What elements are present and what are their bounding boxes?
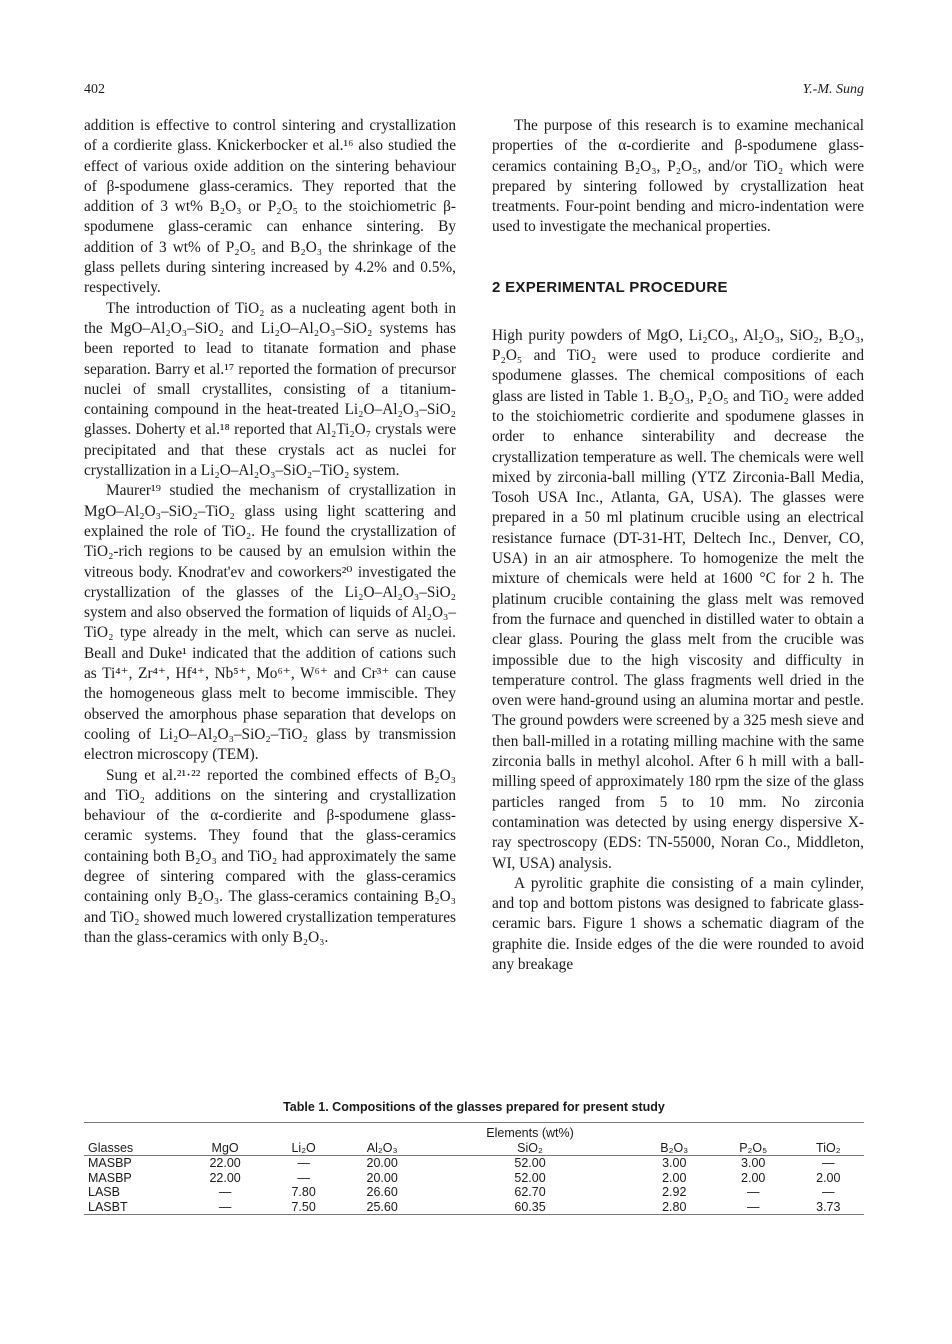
table-header-row [84, 1141, 864, 1156]
table-cell: 52.00 [514, 1170, 546, 1185]
section-heading: 2 EXPERIMENTAL PROCEDURE [492, 278, 728, 296]
table-cell: 2.00 [662, 1170, 687, 1185]
table-1 [84, 1100, 864, 1215]
table-row [84, 1185, 864, 1200]
table-row [84, 1171, 864, 1186]
paragraph: The introduction of TiO₂ as a nucleating agent both in the MgO–Al₂O₃–SiO₂ and Li₂O–Al₂O₃–SiO₂ systems has been reported to lead to titanate formation and phase separation. Barry et al.¹⁷ reported the formation of precursor nuclei of small crystallites, consisting of a titanium-containing compound in the heat-treated Li₂O–Al₂O₃–SiO₂ glasses. Doherty et al.¹⁸ reported that Al₂Ti₂O₇ crystals were precipitated and that these crystals act as nuclei for crystallization in a Li₂O–Al₂O₃–SiO₂–TiO₂ system. [84, 299, 456, 480]
column-header: P₂O₅ [714, 1141, 793, 1156]
table-cell: MASBP [88, 1170, 132, 1185]
table-cell: 2.92 [662, 1185, 687, 1199]
table-cell: 52.00 [514, 1156, 546, 1170]
column-header: TiO₂ [793, 1141, 864, 1156]
table-cell: — [297, 1170, 310, 1185]
table-cell: 3.00 [662, 1156, 687, 1170]
table-cell: — [714, 1200, 793, 1215]
table-row [84, 1156, 864, 1171]
table-cell: 20.00 [366, 1156, 398, 1170]
column-header: Glasses [84, 1141, 182, 1156]
running-head-author: Y.-M. Sung [802, 82, 864, 97]
table-cell: 25.60 [339, 1200, 425, 1215]
table-cell: 2.80 [635, 1200, 714, 1215]
table-cell: 2.00 [816, 1170, 841, 1185]
table-cell: — [822, 1156, 835, 1170]
page-number: 402 [84, 82, 105, 97]
paragraph: addition is effective to control sintering and crystallization of a cordierite glass. Knickerbocker et al.¹⁶ also studied the effect of various oxide addition on the sintering behaviour of β-spodumene glass-ceramics. They reported that the addition of 3 wt% B₂O₃ or P₂O₅ to the stoichiometric β-spodumene glass-ceramic can enhance sintering. By addition of 3 wt% of P₂O₅ and B₂O₃ the shrinkage of the glass pellets during sintering increased by 4.2% and 0.5%, respectively. [84, 117, 456, 297]
column-header: SiO₂ [425, 1141, 635, 1156]
table-cell: — [182, 1200, 268, 1215]
left-column [84, 116, 456, 948]
table-cell: 3.73 [793, 1200, 864, 1215]
table-cell: — [746, 1185, 760, 1199]
table-cell: LASBT [84, 1200, 182, 1215]
table-cell: 62.70 [514, 1185, 546, 1199]
table-cell: 20.00 [366, 1170, 398, 1185]
paragraph: Sung et al.²¹·²² reported the combined effects of B₂O₃ and TiO₂ additions on the sintering and crystallization behaviour of the α-cordierite and β-spodumene glass-ceramic systems. They found that the glass-ceramics containing both B₂O₃ and TiO₂ had approximately the same degree of sintering compared with the glass-ceramics containing only B₂O₃. The glass-ceramics containing B₂O₃ and TiO₂ showed much lowered crystallization temperatures than the glass-ceramics with only B₂O₃. [84, 766, 456, 946]
table-cell: 22.00 [209, 1170, 241, 1185]
elements-group-header: Elements (wt%) [425, 1123, 635, 1141]
column-header: Li₂O [268, 1141, 339, 1156]
table-cell: MASBP [88, 1156, 132, 1170]
table-cell: 7.50 [268, 1200, 339, 1215]
table-cell: — [822, 1185, 835, 1199]
table-cell: LASB [88, 1185, 120, 1199]
table-cell: 3.00 [741, 1156, 766, 1170]
table-cell: 2.00 [741, 1170, 766, 1185]
compositions-table [84, 1122, 864, 1215]
table-cell: 26.60 [366, 1185, 398, 1199]
right-column [492, 116, 864, 975]
table-caption: Table 1. Compositions of the glasses prepared for present study [283, 1100, 665, 1114]
table-cell: 60.35 [425, 1200, 635, 1215]
table-group-header-row [84, 1123, 864, 1141]
table-cell: — [297, 1156, 310, 1170]
table-cell: 7.80 [291, 1185, 316, 1199]
paragraph: A pyrolitic graphite die consisting of a main cylinder, and top and bottom pistons was designed to fabricate glass-ceramic bars. Figure 1 shows a schematic diagram of the graphite die. Inside edges of the die were rounded to avoid any breakage [492, 874, 864, 973]
column-header: B₂O₃ [635, 1141, 714, 1156]
paragraph: Maurer¹⁹ studied the mechanism of crystallization in MgO–Al₂O₃–SiO₂–TiO₂ glass using light scattering and explained the role of TiO₂. He found the crystallization of TiO₂-rich regions to be caused by an emulsion within the vitreous body. Knodrat'ev and coworkers²⁰ investigated the crystallization of the glasses of the Li₂O–Al₂O₃–SiO₂ system and also observed the formation of liquids of Al₂O₃–TiO₂ type already in the melt, which can serve as nuclei. Beall and Duke¹ indicated that the addition of cations such as Ti⁴⁺, Zr⁴⁺, Hf⁴⁺, Nb⁵⁺, Mo⁶⁺, W⁶⁺ and Cr³⁺ can cause the homogeneous glass melt to become immiscible. They observed the amorphous phase separation that develops on cooling of Li₂O–Al₂O₃–SiO₂–TiO₂ glass by transmission electron microscopy (TEM). [84, 482, 456, 764]
table-cell: 22.00 [209, 1156, 241, 1170]
intro-paragraph: The purpose of this research is to examine mechanical properties of the α-cordierite and β-spodumene glass-ceramics containing B₂O₃, P₂O₅, and/or TiO₂ which were prepared by sintering followed by crystallization heat treatments. Four-point bending and micro-indentation were used to investigate the mechanical properties. [492, 117, 864, 236]
column-header: MgO [182, 1141, 268, 1156]
table-cell: — [218, 1185, 232, 1199]
table-row [84, 1200, 864, 1215]
column-header: Al₂O₃ [339, 1141, 425, 1156]
paragraph: High purity powders of MgO, Li₂CO₃, Al₂O₃, SiO₂, B₂O₃, P₂O₅ and TiO₂ were used to produce cordierite and spodumene glasses. The chemical compositions of each glass are listed in Table 1. B₂O₃, P₂O₅ and TiO₂ were added to the stoichiometric cordierite and spodumene glasses in order to enhance sinterability and decrease the crystallization temperature as well. The chemicals were well mixed by zirconia-ball milling (YTZ Zirconia-Ball Media, Tosoh USA Inc., Atlanta, GA, USA). The glasses were prepared in a 50 ml platinum crucible using an electrical resistance furnace (DT-31-HT, Deltech Inc., Denver, CO, USA) in an air atmosphere. To homogenize the melt the mixture of chemicals were held at 1600 °C for 2 h. The platinum crucible containing the glass melt was removed from the furnace and quenched in distilled water to obtain a clear glass. Pouring the glass melt from the crucible was impossible due to the high viscosity and difficulty in temperature control. The glass fragments well dried in the oven were hand-ground using an alumina mortar and pestle. The ground powders were screened by a 325 mesh sieve and then ball-milled in a rotating milling machine with the same zirconia balls in methyl alcohol. After 6 h mill with a ball-milling speed of approximately 180 rpm the size of the glass particles ranged from 5 to 10 mm. No zirconia contamination was detected by using energy dispersive X-ray spectroscopy (EDS: TN-55000, Noran Co., Middleton, WI, USA) analysis. [492, 326, 864, 872]
